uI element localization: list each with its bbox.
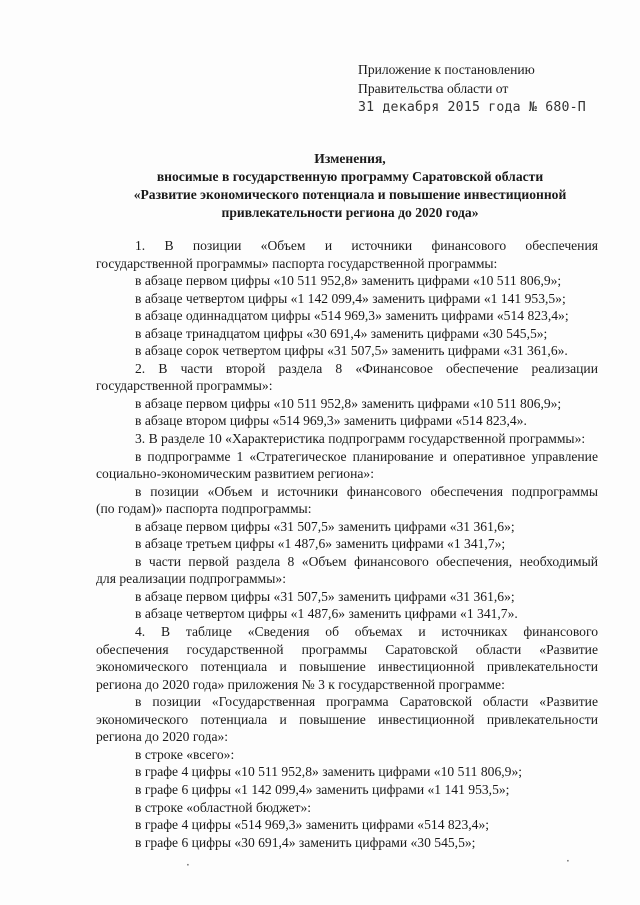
body-line: в позиции «Объем и источники финансового обеспечения подпрограммы [135, 483, 598, 499]
body-line: в строке «областной бюджет»: [135, 799, 312, 815]
body-line: обеспечения государственной программы Саратовской области «Развитие [96, 641, 598, 657]
body-line: экономического потенциала и повышение инвестиционной привлекательности [96, 659, 598, 675]
body-line: 4. В таблице «Сведения об объемах и источниках финансового [135, 624, 598, 640]
appendix-header [358, 60, 586, 117]
body-line: в подпрограмме 1 «Стратегическое планирование и оперативное управление [135, 448, 598, 464]
body-line: в абзаце тринадцатом цифры «30 691,4» заменить цифрами «30 545,5»; [135, 325, 548, 341]
body-line: в абзаце втором цифры «514 969,3» заменить цифрами «514 823,4». [135, 413, 527, 429]
title-line-3: «Развитие экономического потенциала и повышение инвестиционной [133, 187, 567, 202]
body-line: в позиции «Государственная программа Саратовской области «Развитие [135, 694, 598, 710]
body-line: региона до 2020 года»: [96, 729, 229, 745]
body-line: в абзаце сорок четвертом цифры «31 507,5» заменить цифрами «31 361,6». [135, 343, 568, 359]
body-line: региона до 2020 года» приложения № 3 к государственной программе: [96, 676, 505, 692]
body-line: в части первой раздела 8 «Объем финансового обеспечения, необходимый [135, 553, 598, 569]
body-line: (по годам)» паспорта подпрограммы: [96, 501, 312, 517]
body-line: в абзаце первом цифры «31 507,5» заменить цифрами «31 361,6»; [135, 518, 515, 534]
body-line: в абзаце первом цифры «10 511 952,8» заменить цифрами «10 511 806,9»; [135, 395, 562, 411]
body-line: 2. В части второй раздела 8 «Финансовое обеспечение реализации [135, 360, 598, 376]
body-line: в абзаце третьем цифры «1 487,6» заменить цифрами «1 341,7»; [135, 536, 506, 552]
body-line: в абзаце первом цифры «31 507,5» заменить цифрами «31 361,6»; [135, 588, 515, 604]
body-line: социально-экономическим развитием региона»: [96, 466, 374, 482]
body-line: в графе 6 цифры «30 691,4» заменить цифрами «30 545,5»; [135, 834, 476, 850]
body-line: государственной программы»: [96, 378, 273, 394]
title-line-4: привлекательности региона до 2020 года» [221, 205, 479, 220]
appendix-line-1: Приложение к постановлению [358, 62, 535, 77]
body-line: государственной программы» паспорта государственной программы: [96, 255, 498, 271]
body-line: экономического потенциала и повышение инвестиционной привлекательности [96, 711, 598, 727]
body-line: в абзаце первом цифры «10 511 952,8» заменить цифрами «10 511 806,9»; [135, 273, 562, 289]
body-line: для реализации подпрограммы»: [96, 571, 286, 587]
body-line: в графе 6 цифры «1 142 099,4» заменить цифрами «1 141 953,5»; [135, 781, 510, 797]
body-line: 3. В разделе 10 «Характеристика подпрограмм государственной программы»: [135, 431, 586, 447]
body-line: в строке «всего»: [135, 746, 235, 762]
scan-speck-mark: · [566, 854, 570, 868]
document-body [96, 237, 598, 851]
title-line-2: вносимые в государственную программу Саратовской области [156, 169, 544, 184]
body-line: 1. В позиции «Объем и источники финансового обеспечения [135, 238, 598, 253]
body-line: в графе 4 цифры «514 969,3» заменить цифрами «514 823,4»; [135, 817, 490, 833]
body-line: в абзаце четвертом цифры «1 487,6» заменить цифрами «1 341,7». [135, 606, 518, 622]
body-line: в абзаце четвертом цифры «1 142 099,4» заменить цифрами «1 141 953,5»; [135, 290, 566, 306]
body-line: в абзаце одиннадцатом цифры «514 969,3» заменить цифрами «514 823,4»; [135, 308, 569, 324]
title-line-1: Изменения, [314, 151, 386, 166]
body-line: в графе 4 цифры «10 511 952,8» заменить цифрами «10 511 806,9»; [135, 764, 523, 780]
appendix-line-2: Правительства области от [358, 81, 509, 96]
document-title [80, 150, 620, 222]
scan-speck-mark: · [186, 858, 190, 872]
appendix-date-stamp: 31 декабря 2015 года № 680-П [358, 100, 586, 115]
